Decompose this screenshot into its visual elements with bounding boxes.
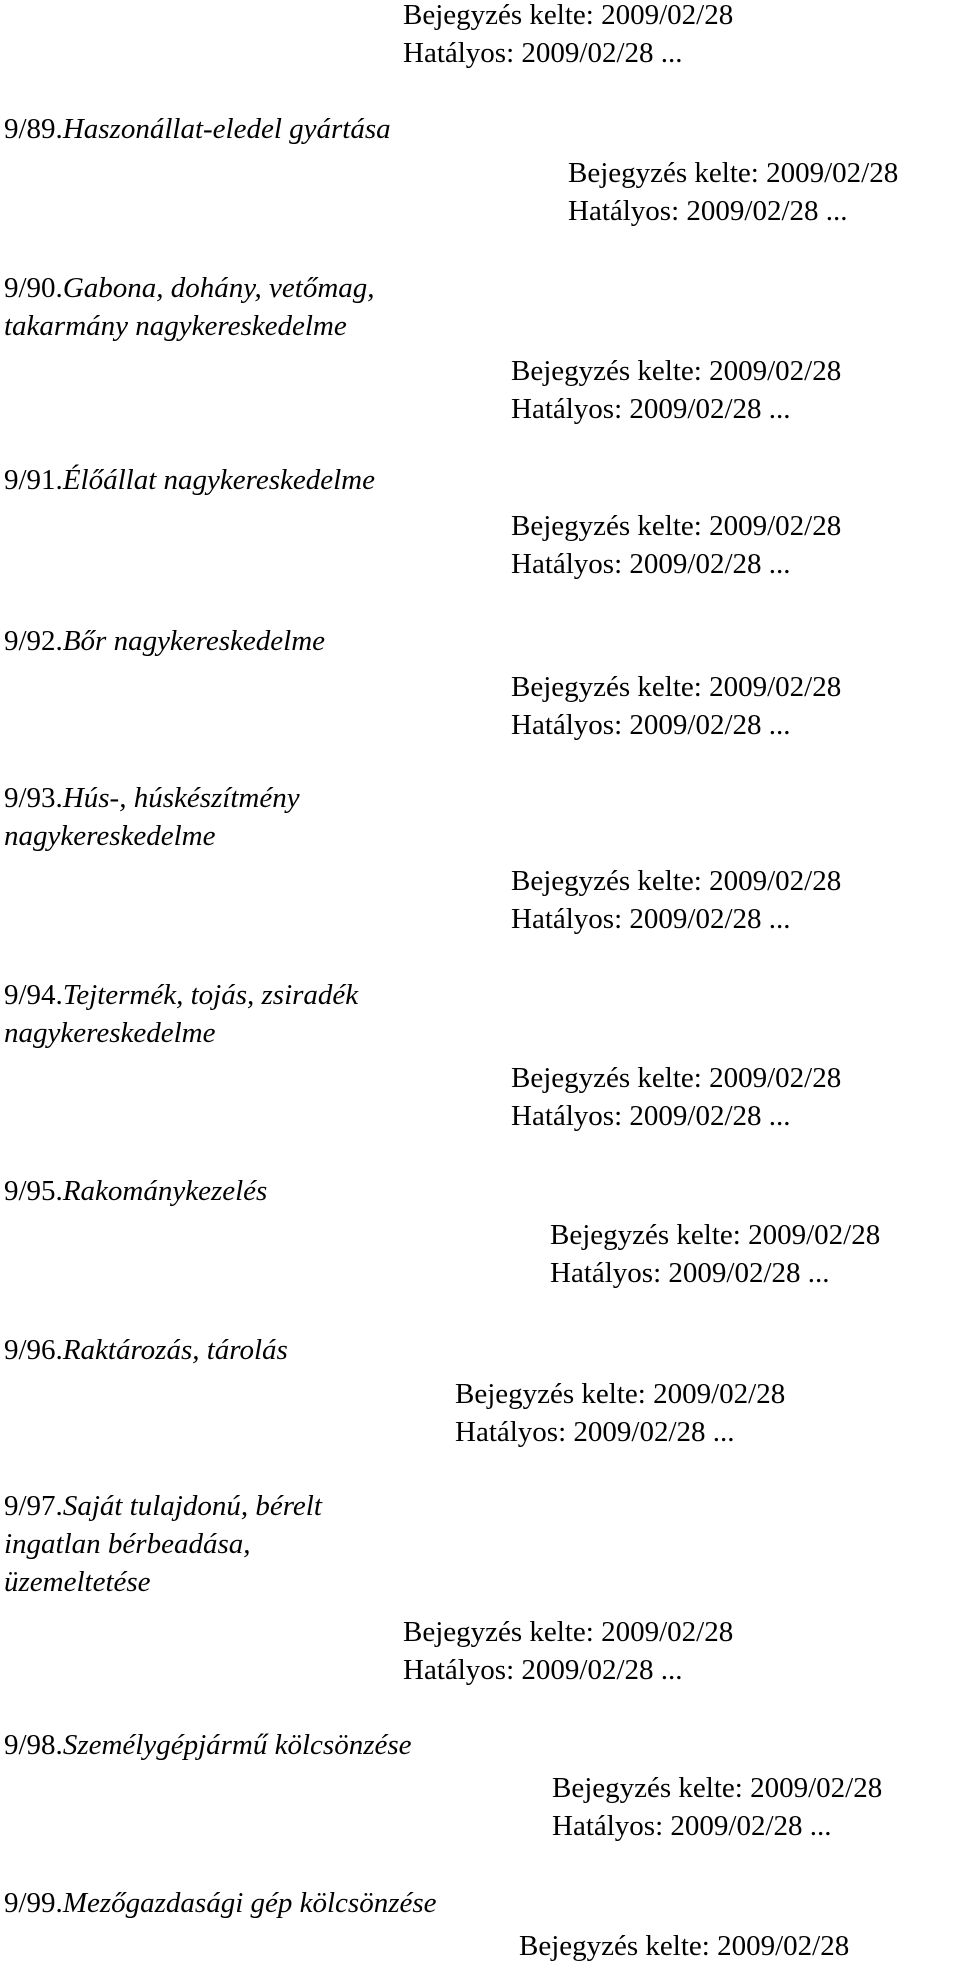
activity-item	[4, 110, 391, 148]
activity-code: 9/97.	[4, 1490, 63, 1522]
activity-name: Mezőgazdasági gép kölcsönzése	[62, 1887, 437, 1919]
activity-name: Rakománykezelés	[62, 1175, 268, 1207]
activity-name: Hús-, húskészítmény	[62, 782, 300, 814]
activity-name: Bőr nagykereskedelme	[62, 625, 326, 657]
registration-block	[552, 1769, 882, 1845]
activity-name: Raktározás, tárolás	[62, 1334, 288, 1366]
entry-date: Bejegyzés kelte: 2009/02/28	[403, 1616, 734, 1648]
entry-date: Bejegyzés kelte: 2009/02/28	[403, 0, 734, 31]
activity-item	[4, 1487, 322, 1601]
entry-date: Bejegyzés kelte: 2009/02/28	[511, 865, 842, 897]
activity-name: Tejtermék, tojás, zsiradék	[62, 979, 359, 1011]
effective-date: Hatályos: 2009/02/28 ...	[511, 709, 791, 741]
entry-date: Bejegyzés kelte: 2009/02/28	[511, 671, 842, 703]
registration-block	[550, 1216, 880, 1292]
effective-date: Hatályos: 2009/02/28 ...	[568, 195, 848, 227]
activity-name: nagykereskedelme	[4, 820, 216, 852]
registration-block	[568, 154, 898, 230]
effective-date: Hatályos: 2009/02/28 ...	[403, 1654, 683, 1686]
registration-block	[403, 1613, 733, 1689]
activity-item	[4, 269, 375, 345]
activity-code: 9/90.	[4, 272, 63, 304]
activity-code: 9/94.	[4, 979, 63, 1011]
activity-code: 9/96.	[4, 1334, 63, 1366]
activity-name: üzemeltetése	[4, 1566, 151, 1598]
activity-code: 9/95.	[4, 1175, 63, 1207]
activity-name: Gabona, dohány, vetőmag,	[62, 272, 375, 304]
activity-name: nagykereskedelme	[4, 1017, 216, 1049]
activity-item	[4, 1884, 437, 1922]
activity-item	[4, 976, 358, 1052]
activity-code: 9/99.	[4, 1887, 63, 1919]
effective-date: Hatályos: 2009/02/28 ...	[552, 1810, 832, 1842]
entry-date: Bejegyzés kelte: 2009/02/28	[519, 1930, 850, 1962]
entry-date: Bejegyzés kelte: 2009/02/28	[455, 1378, 786, 1410]
registration-block	[511, 668, 841, 744]
activity-name: Személygépjármű kölcsönzése	[62, 1729, 412, 1761]
registration-block	[403, 0, 733, 72]
entry-date: Bejegyzés kelte: 2009/02/28	[511, 510, 842, 542]
activity-name: Élőállat nagykereskedelme	[62, 464, 375, 496]
activity-name: Haszonállat-eledel gyártása	[62, 113, 391, 145]
activity-code: 9/98.	[4, 1729, 63, 1761]
activity-item	[4, 779, 300, 855]
activity-name: ingatlan bérbeadása,	[4, 1528, 251, 1560]
registration-block	[511, 1059, 841, 1135]
activity-item	[4, 1726, 412, 1764]
registration-block	[511, 352, 841, 428]
activity-name: Saját tulajdonú, bérelt	[62, 1490, 322, 1522]
entry-date: Bejegyzés kelte: 2009/02/28	[568, 157, 899, 189]
entry-date: Bejegyzés kelte: 2009/02/28	[552, 1772, 883, 1804]
activity-item	[4, 1172, 267, 1210]
activity-code: 9/91.	[4, 464, 63, 496]
activity-item	[4, 1331, 288, 1369]
registration-block	[511, 862, 841, 938]
effective-date: Hatályos: 2009/02/28 ...	[511, 1100, 791, 1132]
effective-date: Hatályos: 2009/02/28 ...	[511, 903, 791, 935]
registration-block	[519, 1927, 849, 1965]
registration-block	[455, 1375, 785, 1451]
effective-date: Hatályos: 2009/02/28 ...	[550, 1257, 830, 1289]
activity-name: takarmány nagykereskedelme	[4, 310, 347, 342]
activity-item	[4, 622, 325, 660]
entry-date: Bejegyzés kelte: 2009/02/28	[511, 355, 842, 387]
activity-code: 9/89.	[4, 113, 63, 145]
entry-date: Bejegyzés kelte: 2009/02/28	[550, 1219, 881, 1251]
effective-date: Hatályos: 2009/02/28 ...	[455, 1416, 735, 1448]
effective-date: Hatályos: 2009/02/28 ...	[403, 37, 683, 69]
entry-date: Bejegyzés kelte: 2009/02/28	[511, 1062, 842, 1094]
effective-date: Hatályos: 2009/02/28 ...	[511, 393, 791, 425]
effective-date: Hatályos: 2009/02/28 ...	[511, 548, 791, 580]
registration-block	[511, 507, 841, 583]
activity-code: 9/92.	[4, 625, 63, 657]
activity-code: 9/93.	[4, 782, 63, 814]
activity-item	[4, 461, 375, 499]
